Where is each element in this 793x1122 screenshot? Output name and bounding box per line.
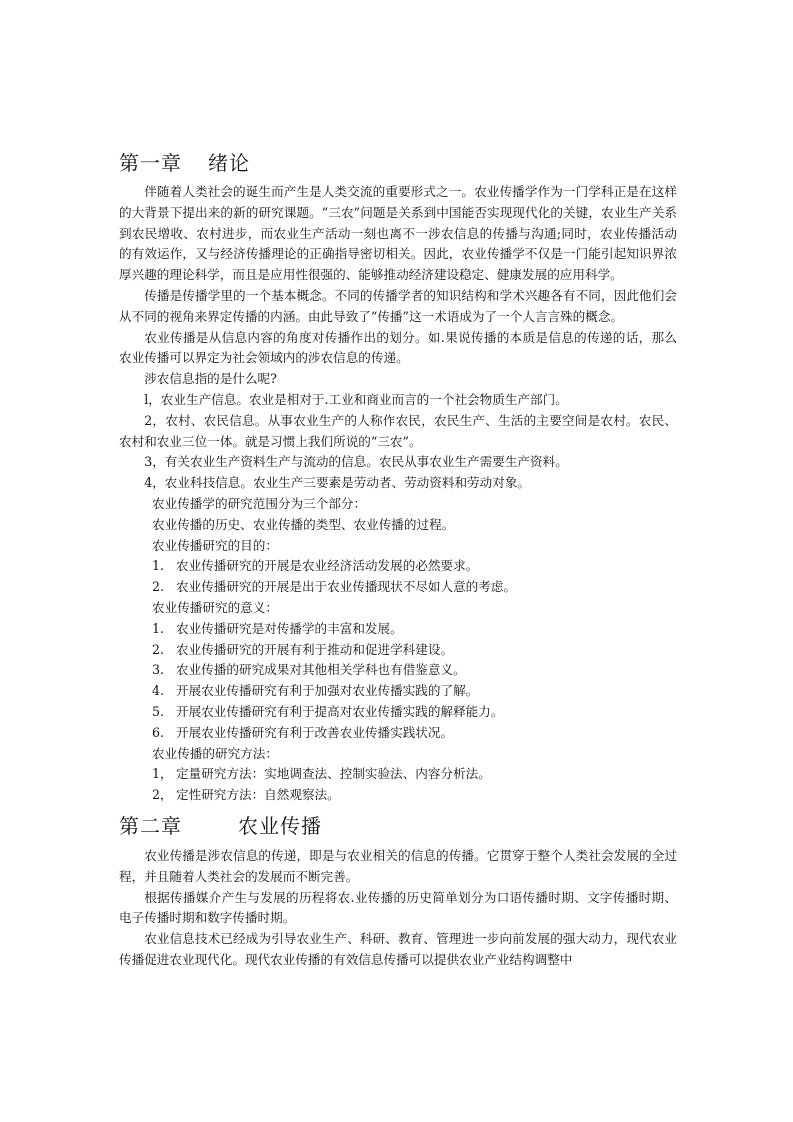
meaning-heading: 农业传播研究的意义： (152, 599, 278, 615)
paragraph: 农业传播是从信息内容的角度对传播作出的划分。如.果说传播的本质是信息的传递的话，那么农业传播可以界定为社会领域内的涉农信息的传递。 (119, 329, 677, 366)
paragraph: 农业传播是涉农信息的传递，即是与农业相关的信息的传播。它贯穿于整个人类社会发展的全过程，并且随着人类社会的发展而不断完善。 (119, 847, 677, 884)
list-item: 2. 农业传播研究的开展有利于推动和促进学科建设。 (152, 641, 454, 657)
paragraph: 3，有关农业生产资料生产与流动的信息。农民从事农业生产需要生产资料。 (144, 454, 568, 470)
paragraph: 2，农村、农民信息。从事农业生产的人称作农民，农民生产、生活的主要空间是农村。农民、农村和农业三位一体。就是习惯上我们所说的“三农”。 (119, 412, 677, 449)
paragraph: 根据传播媒介产生与发展的历程将农.业传播的历史简单划分为口语传播时期、文字传播时期、电子传播时期和数字传播时期。 (119, 889, 677, 926)
list-item: 3. 农业传播的研究成果对其他相关学科也有借鉴意义。 (152, 662, 466, 678)
list-item: 1. 农业传播研究是对传播学的丰富和发展。 (152, 620, 403, 636)
list-item: 4. 开展农业传播研究有利于加强对农业传播实践的了解。 (152, 683, 479, 699)
chapter2-name: 农业传播 (238, 813, 322, 838)
chapter2-title (119, 809, 677, 843)
list-item: 5. 开展农业传播研究有利于提高对农业传播实践的解释能力。 (152, 703, 504, 719)
list-item: 1. 农业传播研究的开展是农业经济活动发展的必然要求。 (152, 558, 479, 574)
method-heading: 农业传播的研究方法： (152, 745, 278, 761)
paragraph: 4，农业科技信息。农业生产三要素是劳动者、劳动资料和劳动对象。 (144, 475, 531, 491)
list-item: 6. 开展农业传播研究有利于改善农业传播实践状况。 (152, 724, 454, 740)
list-item: 2. 农业传播研究的开展是出于农业传播现状不尽如人意的考虑。 (152, 579, 517, 595)
purpose-heading: 农业传播研究的目的： (152, 537, 278, 553)
chapter1-number: 第一章 (119, 151, 182, 175)
scope-heading: 农业传播学的研究范围分为三个部分： (152, 495, 367, 511)
document-body (119, 146, 677, 971)
paragraph: 传播是传播学里的一个基本概念。不同的传播学者的知识结构和学术兴趣各有不同，因此他们会从不同的视角来界定传播的内涵。由此导致了“传播”这一术语成为了一个人言言殊的概念。 (119, 287, 677, 324)
chapter1-name: 绪论 (208, 151, 250, 175)
chapter1-title (119, 146, 677, 180)
list-item: 1， 定量研究方法：实地调查法、控制实验法、内容分析法。 (152, 766, 491, 782)
chapter2-number: 第二章 (119, 813, 182, 838)
list-item: 2， 定性研究方法：自然观察法。 (152, 787, 340, 803)
scope-text: 农业传播的历史、农业传播的类型、农业传播的过程。 (152, 516, 455, 532)
paragraph: 涉农信息指的是什么呢? (144, 371, 277, 387)
paragraph: 农业信息技术已经成为引导农业生产、科研、教育、管理进一步向前发展的强大动力，现代农业传播促进农业现代化。现代农业传播的有效信息传播可以提供农业产业结构调整中 (119, 931, 677, 967)
paragraph: l，农业生产信息。农业是相对于.工业和商业而言的一个社会物质生产部门。 (144, 391, 568, 407)
paragraph: 伴随着人类社会的诞生而产生是人类交流的重要形式之一。农业传播学作为一门学科正是在这样的大背景下提出来的新的研究课题。“三农”问题是关系到中国能否实现现代化的关键，农业生产关系到农民增收、农村进步，而农业生产活动一刻也离不一涉农信息的传播与沟通;同时，农业传播活动的有效运作，又与经济传播理论的正确指导密切相关。因此，农业传播学不仅是一门能引起知识界浓厚兴趣的理论科学，而且是应用性很强的、能够推动经济建设稳定、健康发展的应用科学。 (119, 184, 677, 283)
